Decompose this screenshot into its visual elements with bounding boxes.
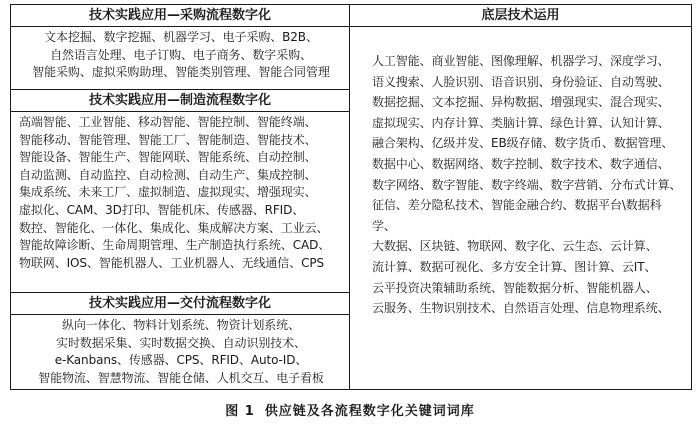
manufacturing-section [11, 89, 349, 293]
procurement-section [11, 5, 349, 87]
keyword-table [10, 4, 692, 390]
delivery-keywords: 纵向一体化、物料计划系统、物资计划系统、 实时数据采集、实时数据交换、自动识别技术、 e-Kanbans、传感器、CPS、RFID、Auto-ID、 智能物流、智慧物流、智能仓储、人机交互、电子看板 [38, 318, 324, 385]
underlying-tech-header: 底层技术运用 [350, 5, 691, 27]
manufacturing-header: 技术实践应用—制造流程数字化 [11, 90, 349, 112]
right-column [350, 5, 691, 389]
manufacturing-keywords: 高端智能、工业智能、移动智能、智能控制、智能终端、 智能移动、智能管理、智能工厂、智能制造、智能技术、 智能设备、智能生产、智能网联、智能系统、自动控制、 自动监测、自动监控、自动检测、自动生产、集成控制、 集成系统、未来工厂、虚拟制造、虚拟现实、增强现实、 虚拟化、CAM、3D打印、智能机床、传感器、RFID、 数控、智能化、一体化、集成化、集成解决方案、工业云、 智能故障诊断、生命周期管理、生产制造执行系统、CAD、 物联网、IOS、智能机器人、工业机器人、无线通信、CPS [19, 115, 331, 270]
procurement-header: 技术实践应用—采购流程数字化 [11, 5, 349, 27]
underlying-tech-keywords: 人工智能、商业智能、图像理解、机器学习、深度学习、 语义搜索、人脸识别、语音识别、身份验证、自动驾驶、 数据挖掘、文本挖掘、异构数据、增强现实、混合现实、 虚拟现实、内存计算、类脑计算、绿色计算、认知计算、 融合架构、亿级并发、EB级存储、数字货币、数据管理、 数据中心、数据网络、数字控制、数字技术、数字通信、 数字网络、数字智能、数字终端、数字营销、分布式计算、 征信、差分隐私技术、智能金融合约、数据平台\数据科学、 大数据、区块链、物联网、数字化、云生态、云计算、 流计算、数据可视化、多方安全计算、图计算、云IT、 云平投资决策辅助系统、智能数据分析、智能机器人、 云服务、生物识别技术、自然语言处理、信息物理系统、 [372, 54, 682, 316]
delivery-header: 技术实践应用—交付流程数字化 [11, 293, 349, 315]
figure-number: 图 1 [225, 404, 255, 419]
delivery-section [11, 292, 349, 389]
procurement-keywords: 文本挖掘、数字挖掘、机器学习、电子采购、B2B、 自然语言处理、电子订购、电子商务、数字采购、 智能采购、虚拟采购助理、智能类别管理、智能合同管理 [32, 30, 330, 80]
left-column [11, 5, 350, 389]
figure-title: 供应链及各流程数字化关键词词库 [264, 404, 475, 419]
figure-caption [0, 400, 700, 419]
